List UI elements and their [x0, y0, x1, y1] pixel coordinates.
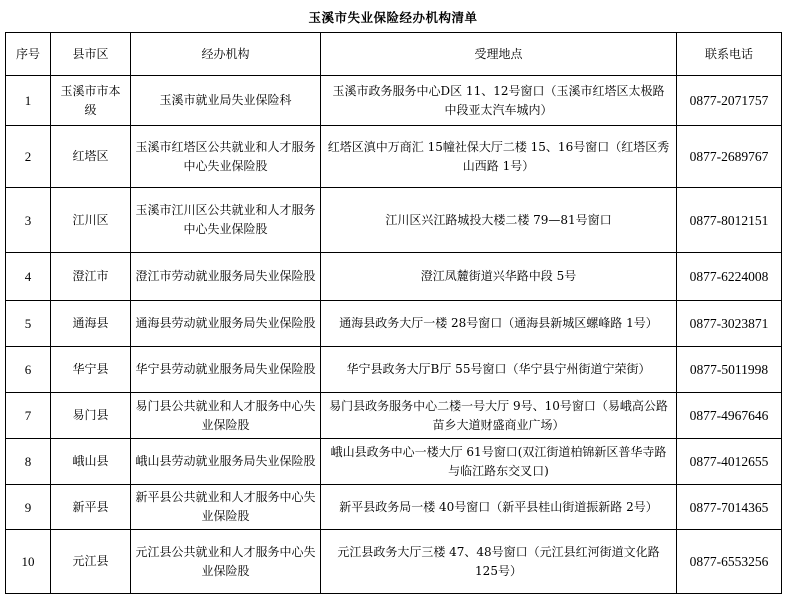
row-address: 江川区兴江路城投大楼二楼 79—81号窗口: [321, 188, 677, 253]
row-phone: 0877-3023871: [677, 301, 782, 347]
row-address: 玉溪市政务服务中心D区 11、12号窗口（玉溪市红塔区太极路中段亚太汽车城内）: [321, 76, 677, 126]
row-address: 易门县政务服务中心二楼一号大厅 9号、10号窗口（易峨高公路苗乡大道财盛商业广场）: [321, 393, 677, 439]
table-row: [6, 126, 782, 188]
row-agency: 元江县公共就业和人才服务中心失业保险股: [131, 530, 321, 594]
agency-table: [5, 32, 782, 594]
row-county: 红塔区: [51, 126, 131, 188]
row-index: 7: [6, 393, 51, 439]
row-index: 3: [6, 188, 51, 253]
row-index: 6: [6, 347, 51, 393]
header-address: 受理地点: [321, 33, 677, 76]
row-agency: 华宁县劳动就业服务局失业保险股: [131, 347, 321, 393]
row-index: 5: [6, 301, 51, 347]
row-address: 元江县政务大厅三楼 47、48号窗口（元江县红河街道文化路 125号）: [321, 530, 677, 594]
row-phone: 0877-2071757: [677, 76, 782, 126]
row-index: 8: [6, 439, 51, 485]
row-county: 易门县: [51, 393, 131, 439]
row-phone: 0877-2689767: [677, 126, 782, 188]
table-row: [6, 393, 782, 439]
table-row: [6, 439, 782, 485]
row-county: 峨山县: [51, 439, 131, 485]
document-title: 玉溪市失业保险经办机构清单: [308, 10, 478, 25]
header-index: 序号: [6, 33, 51, 76]
table-row: [6, 347, 782, 393]
row-phone: 0877-7014365: [677, 485, 782, 530]
row-agency: 澄江市劳动就业服务局失业保险股: [131, 253, 321, 301]
row-index: 1: [6, 76, 51, 126]
row-index: 10: [6, 530, 51, 594]
row-index: 2: [6, 126, 51, 188]
header-phone: 联系电话: [677, 33, 782, 76]
row-agency: 易门县公共就业和人才服务中心失业保险股: [131, 393, 321, 439]
row-county: 澄江市: [51, 253, 131, 301]
row-phone: 0877-6224008: [677, 253, 782, 301]
row-phone: 0877-6553256: [677, 530, 782, 594]
row-address: 红塔区滇中万商汇 15幢社保大厅二楼 15、16号窗口（红塔区秀山西路 1号）: [321, 126, 677, 188]
row-phone: 0877-4967646: [677, 393, 782, 439]
row-phone: 0877-5011998: [677, 347, 782, 393]
row-address: 澄江凤麓街道兴华路中段 5号: [321, 253, 677, 301]
table-row: [6, 253, 782, 301]
row-agency: 玉溪市红塔区公共就业和人才服务中心失业保险股: [131, 126, 321, 188]
row-index: 9: [6, 485, 51, 530]
table-row: [6, 76, 782, 126]
table-row: [6, 485, 782, 530]
table-header-row: [6, 33, 782, 76]
row-county: 新平县: [51, 485, 131, 530]
row-county: 玉溪市市本级: [51, 76, 131, 126]
row-agency: 新平县公共就业和人才服务中心失业保险股: [131, 485, 321, 530]
header-county: 县市区: [51, 33, 131, 76]
table-row: [6, 530, 782, 594]
row-county: 通海县: [51, 301, 131, 347]
row-address: 新平县政务局一楼 40号窗口（新平县桂山街道振新路 2号）: [321, 485, 677, 530]
table-row: [6, 301, 782, 347]
row-phone: 0877-4012655: [677, 439, 782, 485]
row-county: 江川区: [51, 188, 131, 253]
row-address: 峨山县政务中心一楼大厅 61号窗口(双江街道柏锦新区普华寺路与临江路东交叉口): [321, 439, 677, 485]
row-address: 通海县政务大厅一楼 28号窗口（通海县新城区螺峰路 1号）: [321, 301, 677, 347]
row-agency: 玉溪市江川区公共就业和人才服务中心失业保险股: [131, 188, 321, 253]
row-agency: 通海县劳动就业服务局失业保险股: [131, 301, 321, 347]
row-address: 华宁县政务大厅B厅 55号窗口（华宁县宁州街道宁荣街）: [321, 347, 677, 393]
table-row: [6, 188, 782, 253]
row-phone: 0877-8012151: [677, 188, 782, 253]
row-agency: 玉溪市就业局失业保险科: [131, 76, 321, 126]
row-index: 4: [6, 253, 51, 301]
header-agency: 经办机构: [131, 33, 321, 76]
row-county: 元江县: [51, 530, 131, 594]
row-county: 华宁县: [51, 347, 131, 393]
row-agency: 峨山县劳动就业服务局失业保险股: [131, 439, 321, 485]
